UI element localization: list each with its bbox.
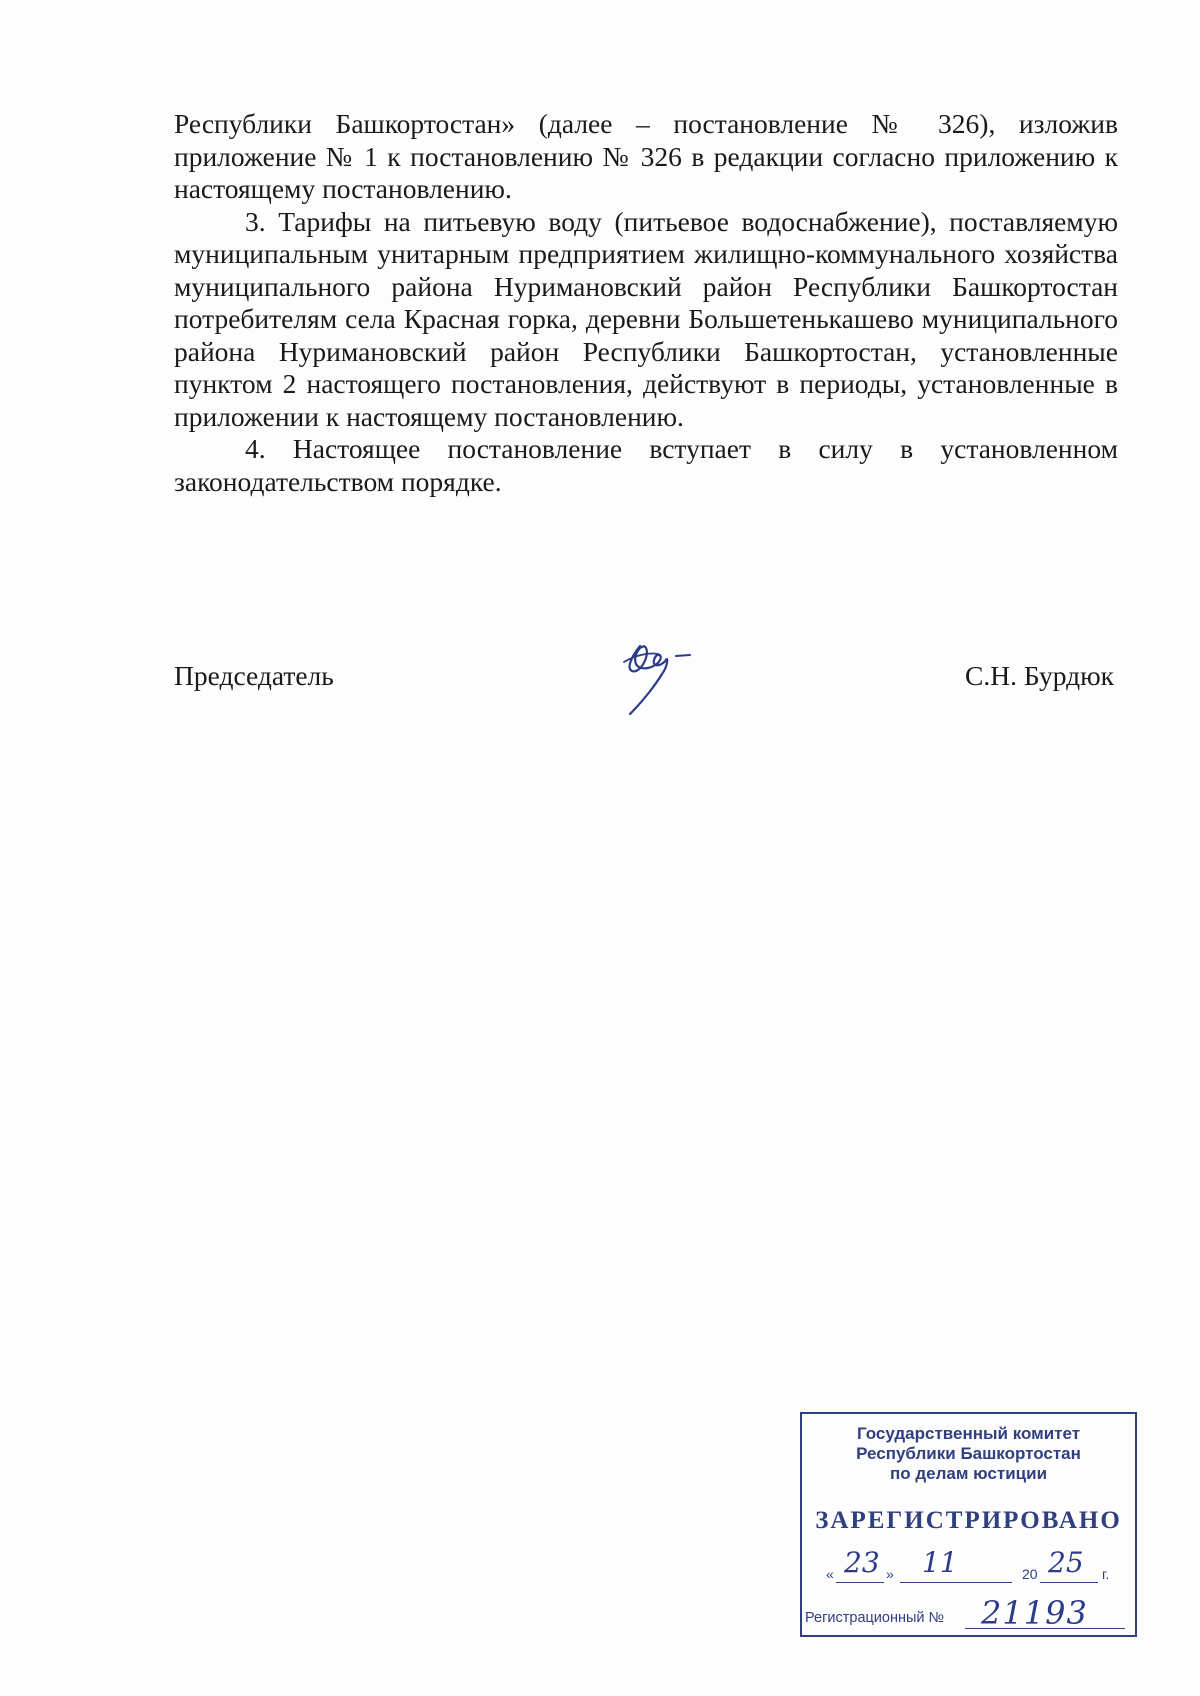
stamp-org-line: по делам юстиции: [889, 1464, 1048, 1483]
paragraph-item-3: 3. Тарифы на питьевую воду (питьевое водоснабжение), поставляемую муниципальным унитарным предприятием жилищно-коммунального хозяйства муниципального района Нуримановский район Республики Башкортостан потребителям села Красная горка, деревни Большетенькашево муниципального района Нуримановский район Республики Башкортостан, установленные пунктом 2 настоящего постановления, действуют в периоды, установленные в приложении к настоящему постановлению.: [174, 205, 1118, 432]
year-unit: г.: [1102, 1566, 1110, 1582]
stamp-org-line: Государственный комитет: [856, 1424, 1081, 1443]
stamp-date: [826, 1546, 1126, 1586]
handwritten-signature: [610, 616, 710, 716]
registration-number: 21193: [981, 1594, 1088, 1632]
day-line: [836, 1582, 884, 1583]
paragraph-item-4: 4. Настоящее постановление вступает в силу в установленном законодательством порядке.: [174, 433, 1118, 497]
signatory-name: С.Н. Бурдюк: [965, 660, 1114, 691]
registration-label: Регистрационный №: [805, 1610, 945, 1626]
stamp-org-line: Республики Башкортостан: [856, 1444, 1081, 1463]
close-quote: »: [886, 1566, 894, 1582]
signatory-title: Председатель: [174, 660, 334, 691]
stamp-registration: [805, 1594, 1135, 1632]
stamp-day: 23: [844, 1546, 880, 1579]
open-quote: «: [826, 1566, 834, 1582]
registration-stamp: [800, 1412, 1137, 1637]
stamp-year: 25: [1048, 1546, 1084, 1579]
year-line: [1040, 1582, 1098, 1583]
year-prefix: 20: [1022, 1566, 1038, 1582]
stamp-organization: [802, 1424, 1135, 1484]
paragraph-continuation: Республики Башкортостан» (далее – постановление № 326), изложив приложение № 1 к постановлению № 326 в редакции согласно приложению к настоящему постановлению.: [174, 108, 1118, 204]
stamp-month: 11: [922, 1546, 958, 1579]
stamp-status: ЗАРЕГИСТРИРОВАНО: [815, 1507, 1122, 1534]
document-body: [174, 108, 1118, 498]
month-line: [900, 1582, 1012, 1583]
